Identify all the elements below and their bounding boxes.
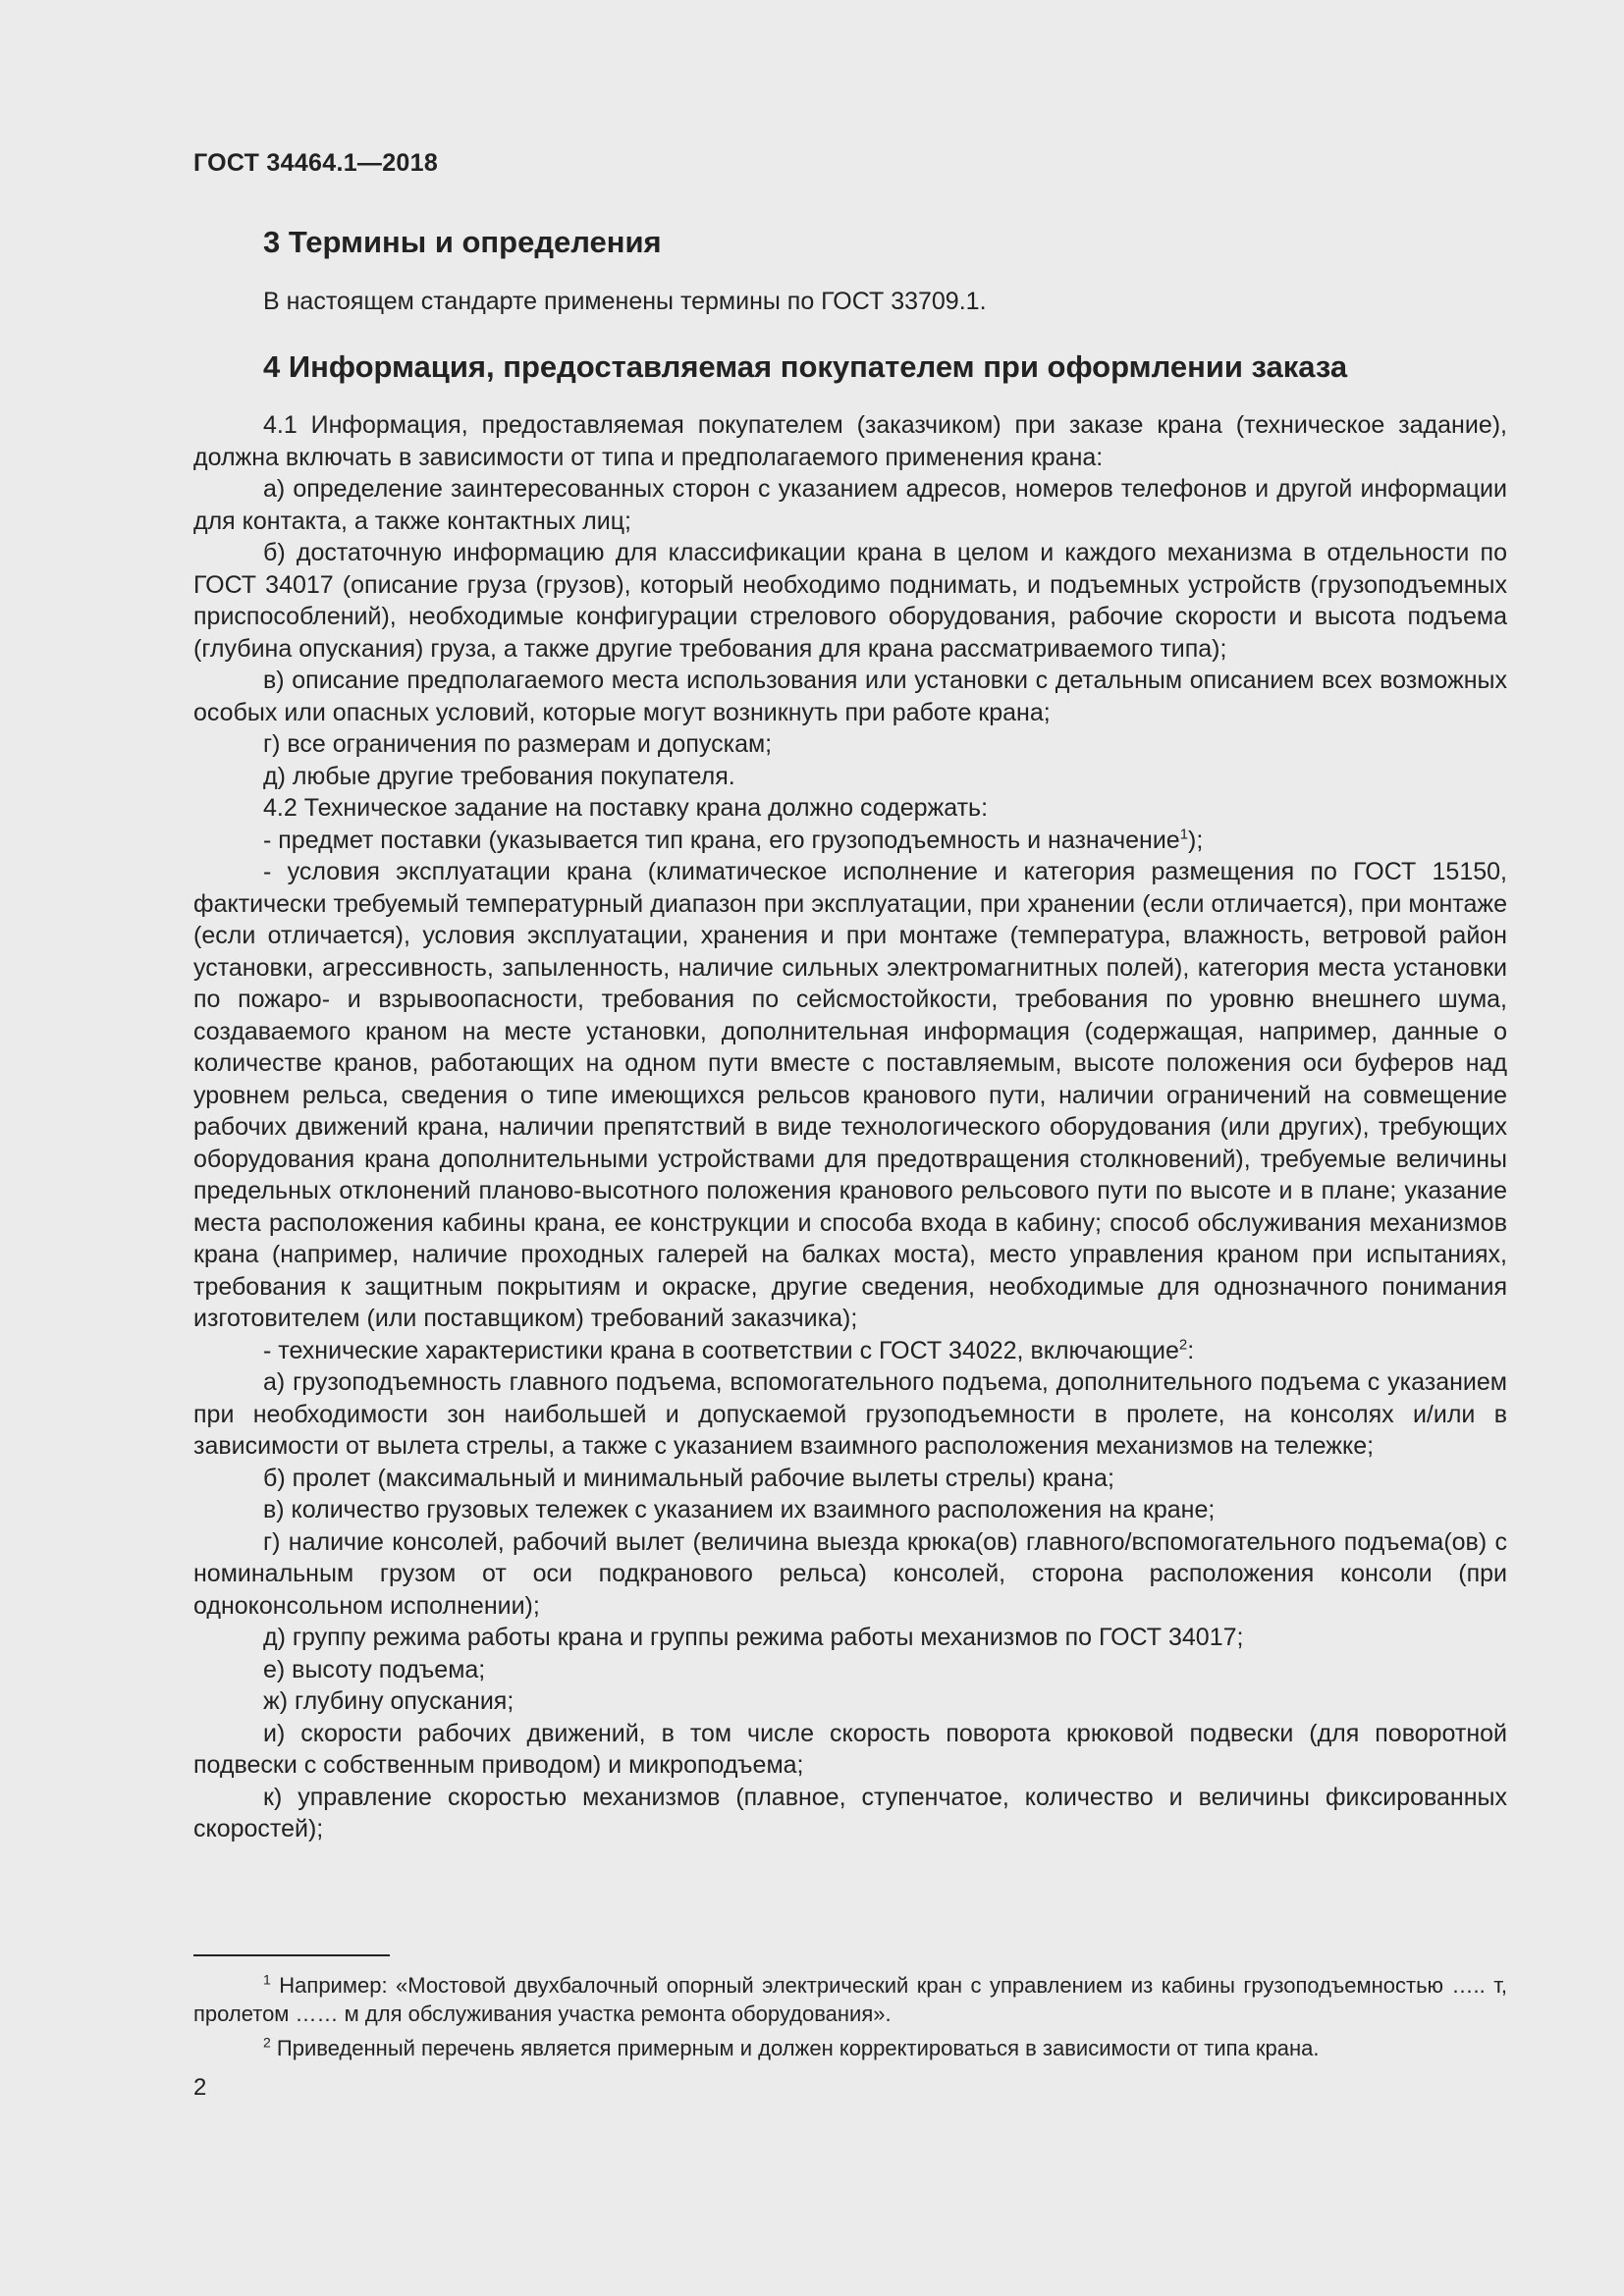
footnote-mark-1: 1 bbox=[263, 1971, 271, 1988]
footnote-mark-2: 2 bbox=[263, 2034, 271, 2051]
paragraph-4-2: 4.2 Техническое задание на поставку крана должно содержать: bbox=[263, 794, 989, 822]
item-specs-text: - технические характеристики крана в соответствии с ГОСТ 34022, включающие bbox=[263, 1336, 1179, 1364]
footnote-2 bbox=[193, 2034, 1507, 2062]
footnote-1 bbox=[193, 1971, 1507, 2028]
footnote-divider bbox=[193, 1954, 390, 1956]
list-item-d: д) любые другие требования покупателя. bbox=[263, 762, 735, 790]
list-item-a: а) определение заинтересованных сторон с указанием адресов, номеров телефонов и другой информации для контакта, а также контактных лиц; bbox=[193, 475, 1507, 535]
item-supply-text: - предмет поставки (указывается тип крана, его грузоподъемность и назначение bbox=[263, 826, 1180, 854]
footnote-ref-1: 1 bbox=[1179, 826, 1189, 843]
footnotes bbox=[193, 1971, 1507, 2068]
footnote-text-1: Например: «Мостовой двухбалочный опорный электрический кран с управлением из кабины грузоподъемностью ….. т, пролетом …… м для обслуживания участка ремонта оборудования». bbox=[193, 1973, 1507, 2026]
footnote-ref-2: 2 bbox=[1178, 1336, 1188, 1354]
item-specs-tail: : bbox=[1187, 1336, 1195, 1364]
list-item-b: б) достаточную информацию для классификации крана в целом и каждого механизма в отдельности по ГОСТ 34017 (описание груза (грузов), который необходимо поднимать, и подъемных устройств (грузоподъемных приспособлений), необходимые конфигурации стрелового оборудования, рабочие скорости и высота подъема (глубина опускания) груза, а также другие требования для крана рассматриваемого типа); bbox=[193, 539, 1507, 663]
spec-item-k: к) управление скоростью механизмов (плавное, ступенчатое, количество и величины фиксированных скоростей); bbox=[193, 1783, 1507, 1842]
footnote-text-2: Приведенный перечень является примерным и должен корректироваться в зависимости от типа крана. bbox=[276, 2036, 1320, 2060]
item-conditions: - условия эксплуатации крана (климатическое исполнение и категория размещения по ГОСТ 15150, фактически требуемый температурный диапазон при эксплуатации, при хранении (если отличается), при монтаже (если отличается), условия эксплуатации, хранения и при монтаже (температура, влажность, ветровой район установки, агрессивность, запыленность, наличие сильных электромагнитных полей), категория места установки по пожаро- и взрывоопасности, требования по сейсмостойкости, требования по уровню внешнего шума, создаваемого краном на месте установки, дополнительная информация (содержащая, например, данные о количестве кранов, работающих на одном пути вместе с поставляемым, высоте положения оси буферов над уровнем рельса, сведения о типе имеющихся рельсов кранового пути, наличии ограничений на совмещение рабочих движений крана, наличии препятствий в виде технологического оборудования (или других), требующих оборудования крана дополнительными устройствами для предотвращения столкновений), требуемые величины предельных отклонений планово-высотного положения кранового рельсового пути по высоте и в плане; указание места расположения кабины крана, ее конструкции и способа входа в кабину; способ обслуживания механизмов крана (например, наличие проходных галерей на балках моста), место управления краном при испытаниях, требования к защитным покрытиям и окраске, другие сведения, необходимые для однозначного понимания изготовителем (или поставщиком) требований заказчика); bbox=[193, 858, 1507, 1332]
spec-item-a: а) грузоподъемность главного подъема, вспомогательного подъема, дополнительного подъема с указанием при необходимости зон наибольшей и допускаемой грузоподъемности в пролете, на консолях и/или в зависимости от вылета стрелы, а также с указанием взаимного расположения механизмов на тележке; bbox=[193, 1368, 1507, 1460]
list-item-v: в) описание предполагаемого места использования или установки с детальным описанием всех возможных особых или опасных условий, которые могут возникнуть при работе крана; bbox=[193, 667, 1507, 726]
spec-item-zh: ж) глубину опускания; bbox=[263, 1687, 514, 1715]
spec-item-v: в) количество грузовых тележек с указанием их взаимного расположения на кране; bbox=[263, 1496, 1216, 1523]
spec-item-e: е) высоту подъема; bbox=[263, 1655, 486, 1683]
item-supply-tail: ); bbox=[1188, 826, 1204, 854]
item-supply bbox=[193, 825, 1507, 857]
spec-item-i: и) скорости рабочих движений, в том числе скорость поворота крюковой подвески (для поворотной подвески с собственным приводом) и микроподъема; bbox=[193, 1719, 1507, 1779]
section-4-title: 4 Информация, предоставляемая покупателем при оформлении заказа bbox=[263, 349, 1348, 384]
section-4-body bbox=[193, 409, 1507, 1845]
page-number: 2 bbox=[193, 2074, 207, 2101]
section-3-text: В настоящем стандарте применены термины по ГОСТ 33709.1. bbox=[263, 288, 987, 315]
item-specs bbox=[193, 1335, 1507, 1367]
document-code: ГОСТ 34464.1—2018 bbox=[193, 149, 439, 177]
section-3-title: 3 Термины и определения bbox=[263, 225, 662, 259]
spec-item-d: д) группу режима работы крана и группы режима работы механизмов по ГОСТ 34017; bbox=[263, 1624, 1244, 1651]
paragraph-4-1: 4.1 Информация, предоставляемая покупателем (заказчиком) при заказе крана (техническое задание), должна включать в зависимости от типа и предполагаемого применения крана: bbox=[193, 411, 1507, 471]
spec-item-b: б) пролет (максимальный и минимальный рабочие вылеты стрелы) крана; bbox=[263, 1464, 1114, 1492]
spec-item-g: г) наличие консолей, рабочий вылет (величина выезда крюка(ов) главного/вспомогательного подъема(ов) с номинальным грузом от оси подкранового рельса) консолей, сторона расположения консоли (при одноконсольном исполнении); bbox=[193, 1527, 1507, 1620]
list-item-g: г) все ограничения по размерам и допускам; bbox=[263, 730, 773, 758]
